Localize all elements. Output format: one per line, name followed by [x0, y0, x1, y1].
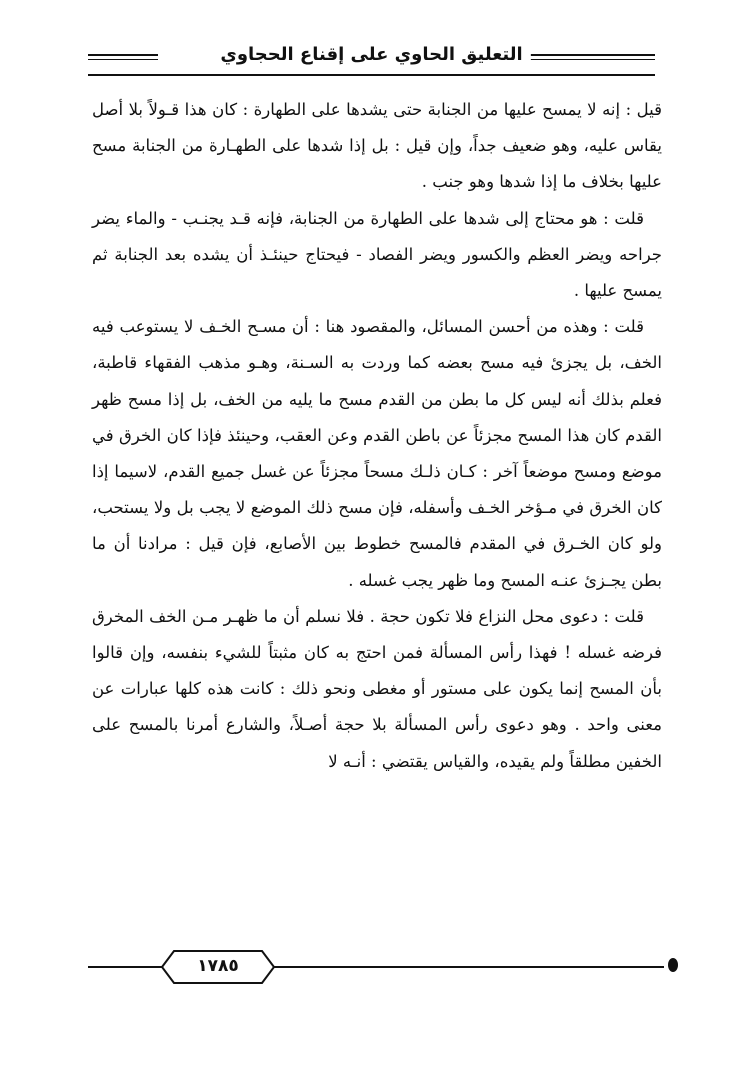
paragraph-1: قيل : إنه لا يمسح عليها من الجنابة حتى يشدها على الطهارة : كان هذا قـولاً بلا أصل يقاس عليه، وهو ضعيف جداً، وإن قيل : بل إذا شدها على الطهـارة من الجنابة مسح عليها بخلاف ما إذا شدها وهو جنب . [92, 100, 662, 192]
paragraph-3: قلت : وهذه من أحسن المسائل، والمقصود هنا : أن مسـح الخـف لا يستوعب فيه الخف، بل يجزئ فيه مسح بعضه كما وردت به السـنة، وهـو مذهب الفقهاء قاطبة، فعلم بذلك أنه ليس كل ما بطن من القدم مسح ما يليه من الخف، بل إذا مسح ظهر القدم كان هذا المسح مجزئاً عن باطن القدم وعن العقب، وحينئذ فإذا كان الخرق في موضع ومسح موضعاً آخر : كـان ذلـك مسحاً مجزئاً عن غسل جميع القدم، لاسيما إذا كان الخرق في مـؤخر الخـف وأسفله، فإن مسح ذلك الموضع لا يجب بل ولا يستحب، ولو كان الخـرق في المقدم فالمسح خطوط بين الأصابع، فإن قيل : مرادنا أن ما بطن يجـزئ عنـه المسح وما ظهر يجب غسله . [92, 317, 662, 590]
header-underline [88, 74, 655, 76]
footer-ornament-dot [668, 958, 678, 972]
page-footer [88, 940, 678, 1000]
paragraph-4: قلت : دعوى محل النزاع فلا تكون حجة . فلا نسلم أن ما ظهـر مـن الخف المخرق فرضه غسله ! فهذا رأس المسألة فمن احتج به كان مثبتاً للشيء بنفسه، وإن قالوا بأن المسح إنما يكون على مستور أو مغطى ونحو ذلك : كانت هذه كلها عبارات عن معنى واحد . وهو دعوى رأس المسألة بلا حجة أصـلاً، والشارع أمرنا بالمسح على الخفين مطلقاً ولم يقيده، والقياس يقتضي : أنـه لا [92, 606, 662, 771]
running-header [88, 40, 655, 80]
header-rule-left [88, 54, 158, 60]
paragraph-2: قلت : هو محتاج إلى شدها على الطهارة من الجنابة، فإنه قـد يجنـب - والماء يضر جراحه ويضر العظم والكسور ويضر الفصاد - فيحتاج حينئـذ أن يشده بعد الجنابة ثم يمسح عليها . [92, 208, 662, 301]
body-text [92, 92, 662, 780]
book-title: التعليق الحاوي على إقناع الحجاوي [212, 44, 530, 65]
page-number-frame [148, 948, 288, 986]
page-number: ١٧٨٥ [197, 956, 239, 976]
